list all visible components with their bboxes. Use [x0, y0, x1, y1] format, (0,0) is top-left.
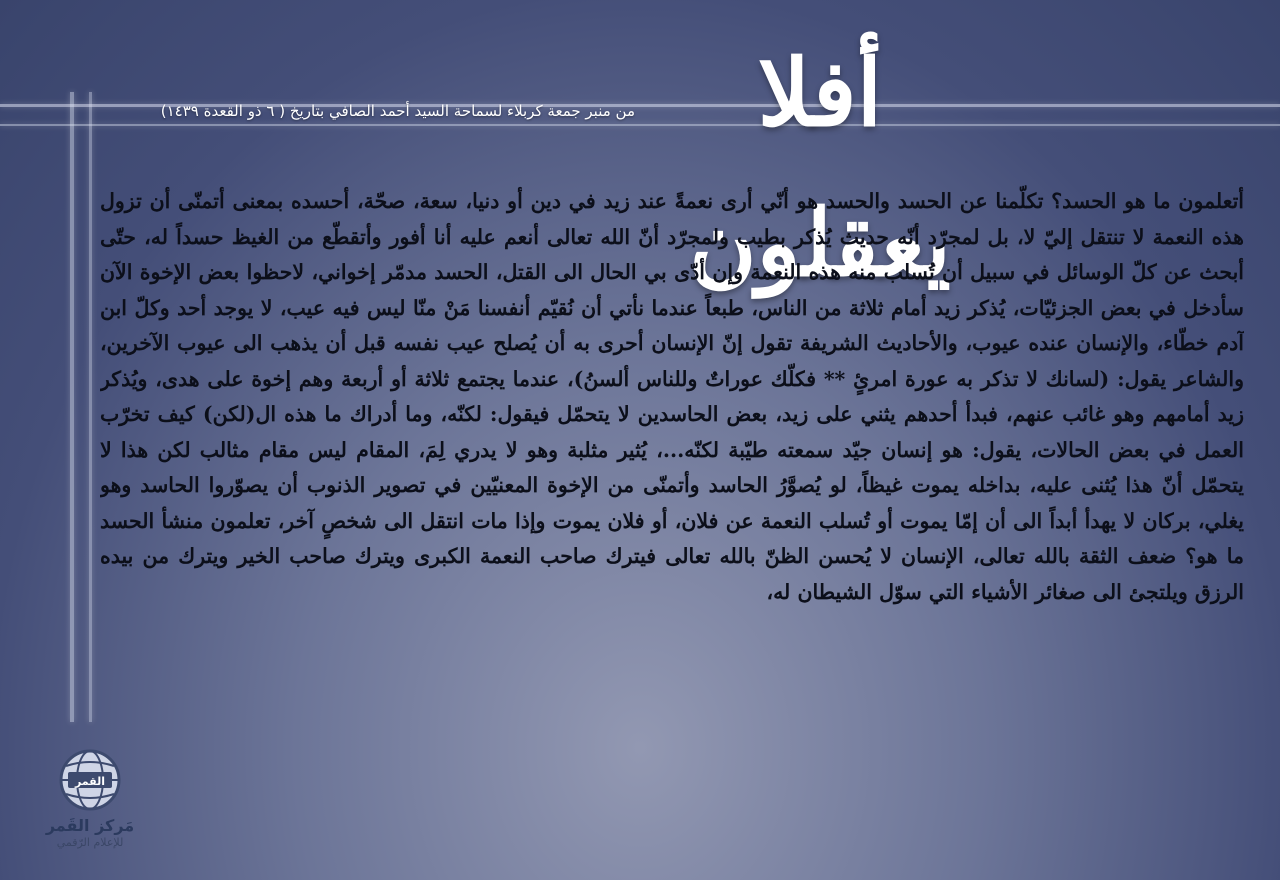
poster-title: أفلا يعقلون — [688, 39, 952, 297]
logo-tagline: للإعلام الرّقمي — [56, 836, 124, 849]
al-qamar-logo — [40, 748, 140, 873]
decorative-line-vertical — [70, 92, 74, 722]
logo-name: مَركز القَمر — [45, 816, 135, 835]
sermon-source-subtitle: من منبر جمعة كربلاء لسماحة السيد أحمد الصافي بتاريخ ( ٦ ذو القعدة ١٤٣٩) — [160, 102, 635, 120]
decorative-line-vertical-secondary — [89, 92, 92, 722]
decorative-line-horizontal-secondary — [0, 124, 1280, 126]
logo-mark-text: القمر — [74, 775, 106, 788]
article-body: أتعلمون ما هو الحسد؟ تكلّمنا عن الحسد والحسد هو أنّي أرى نعمةً عند زيد في دين أو دنيا، سعة، صحّة، أحسده بمعنى أتمنّى أن تزول هذه النعمة لا تنتقل إليّ لا، بل لمجرّد أنّه حديث يُذكر بطيب ولمجرّد أنّ الله تعالى أنعم عليه أنا أفور وأتقطّع من الغيظ حسداً له، حتّى أبحث عن كلّ الوسائل في سبيل أن تُسلب منه هذه النعمة وإن أدّى بي الحال الى القتل، الحسد مدمّر إخواني، لاحظوا بعض الإخوة الآن سأدخل في بعض الجزئيّات، يُذكر زيد أمام ثلاثة من الناس، طبعاً عندما نأتي أن نُقيّم أنفسنا مَنْ منّا ليس فيه عيب، لا يوجد أحد وكلّ ابن آدم خطّاء، والإنسان عنده عيوب، والأحاديث الشريفة تقول إنّ الإنسان أحرى به أن يُصلح عيب نفسه قبل أن يذهب الى عيوب الآخرين، والشاعر يقول: (لسانك لا تذكر به عورة امرئٍ ** فكلّك عوراتٌ وللناس ألسنُ)، عندما يجتمع ثلاثة أو أربعة وهم إخوة على هدى، ويُذكر زيد أمامهم وهو غائب عنهم، فبدأ أحدهم يثني على زيد، بعض الحاسدين لا يتحمّل فيقول: لكنّه، وما أدراك ما هذه ال(لكن) كيف تخرّب العمل في بعض الحالات، يقول: هو إنسان جيّد سمعته طيّبة لكنّه...، يُثير مثلبة وهو لا يدري لِمَ، المقام ليس مقام مثالب لكن هذا لا يتحمّل أنّ هذا يُثنى عليه، بداخله يموت غيظاً، لو يُصوَّرُ الحاسد وأتمنّى من الإخوة المعنيّين في تصوير الذنوب أن يصوّروا الحاسد وهو يغلي، بركان لا يهدأ أبداً الى أن إمّا يموت أو تُسلب النعمة عن فلان، أو فلان يموت وإذا مات انتقل الى شخصٍ آخر، تعلمون منشأ الحسد ما هو؟ ضعف الثقة بالله تعالى، الإنسان لا يُحسن الظنّ بالله تعالى فيترك صاحب النعمة الكبرى ويترك صاحب الخير ويترك من بيده الرزق ويلتجئ الى صغائر الأشياء التي سوّل الشيطان له، — [100, 189, 1244, 604]
globe-logo-icon — [58, 748, 122, 812]
